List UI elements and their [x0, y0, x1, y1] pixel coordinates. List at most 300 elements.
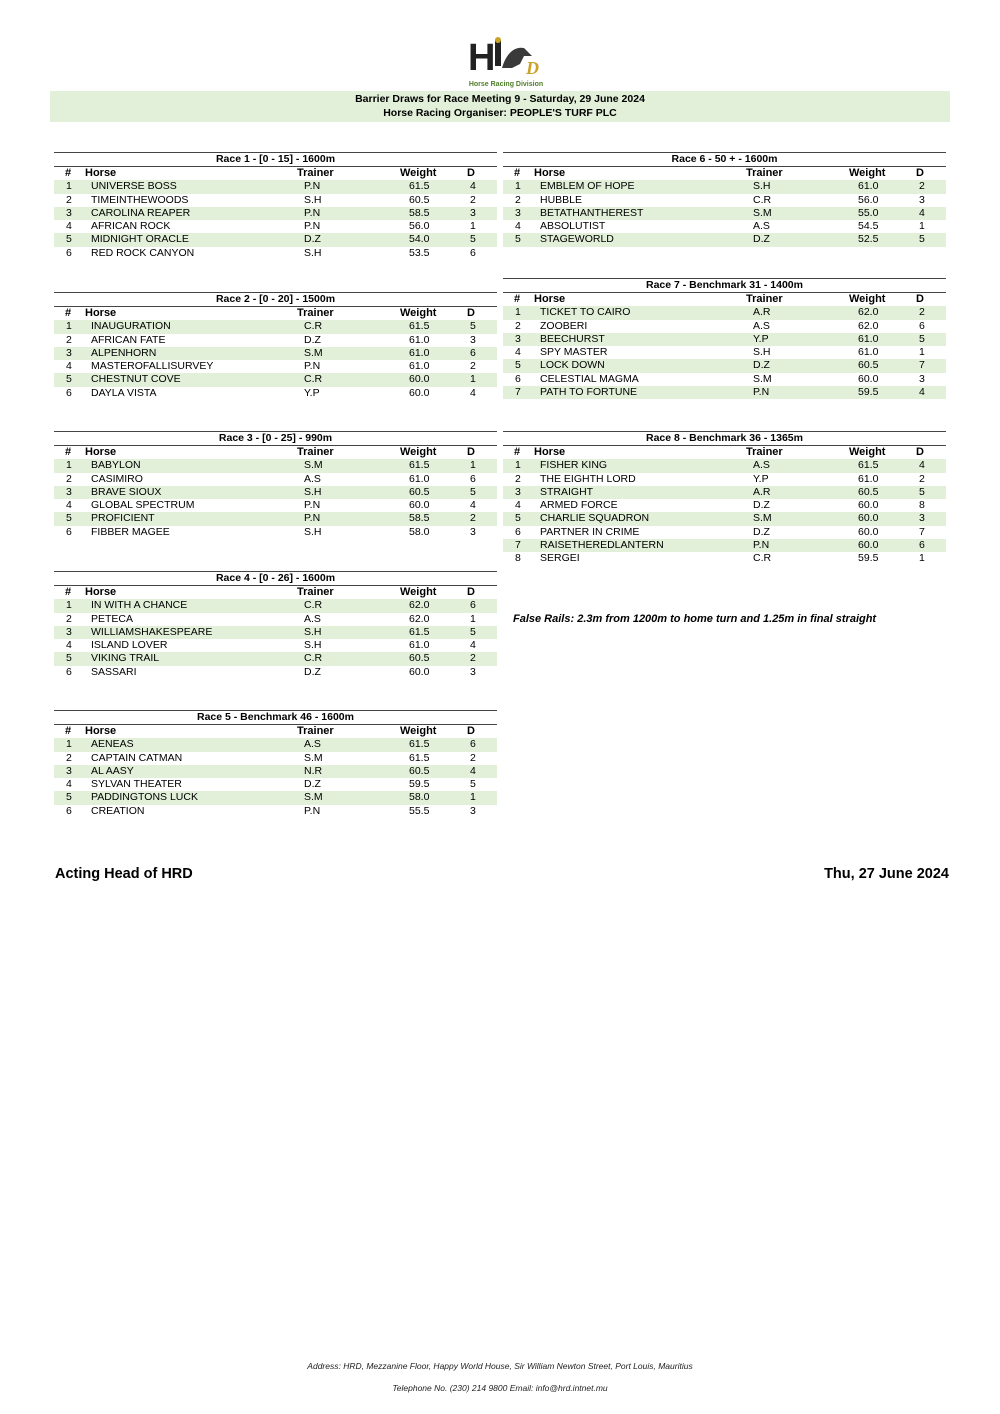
horse-name: BABYLON: [91, 459, 141, 472]
runner-number: 4: [66, 220, 72, 233]
trainer-code: S.M: [304, 346, 323, 359]
table-row: [54, 805, 497, 818]
table-row: [503, 207, 946, 220]
runner-number: 1: [515, 180, 521, 193]
trainer-code: S.H: [304, 625, 322, 638]
barrier-draw: 6: [470, 246, 476, 259]
carried-weight: 61.0: [409, 639, 430, 652]
column-draw-header: D: [467, 307, 475, 319]
barrier-draw: 4: [470, 764, 476, 777]
trainer-code: S.M: [753, 512, 772, 525]
barrier-draw: 6: [919, 319, 925, 332]
table-row: [54, 666, 497, 679]
table-row: [54, 738, 497, 751]
table-row: [54, 459, 497, 472]
race-title: Race 2 - [0 - 20] - 1500m: [54, 292, 497, 307]
horse-name: PARTNER IN CRIME: [540, 525, 640, 538]
column-draw-header: D: [467, 586, 475, 598]
horse-name: IN WITH A CHANCE: [91, 599, 188, 612]
column-trainer-header: Trainer: [746, 167, 783, 179]
carried-weight: 60.0: [409, 665, 430, 678]
runner-number: 2: [66, 612, 72, 625]
table-row: [503, 459, 946, 472]
trainer-code: Y.P: [304, 386, 320, 399]
carried-weight: 58.0: [409, 525, 430, 538]
horse-name: THE EIGHTH LORD: [540, 472, 636, 485]
trainer-code: A.R: [753, 485, 771, 498]
race-title: Race 8 - Benchmark 36 - 1365m: [503, 431, 946, 446]
column-num-header: #: [514, 167, 521, 179]
column-trainer-header: Trainer: [297, 167, 334, 179]
horse-name: CHARLIE SQUADRON: [540, 512, 650, 525]
trainer-code: S.M: [304, 459, 323, 472]
trainer-code: P.N: [304, 220, 321, 233]
trainer-code: P.N: [304, 180, 321, 193]
barrier-draw: 1: [470, 459, 476, 472]
carried-weight: 61.0: [858, 472, 879, 485]
barrier-draw: 6: [470, 472, 476, 485]
trainer-code: P.N: [304, 804, 321, 817]
barrier-draw: 3: [470, 804, 476, 817]
barrier-draw: 4: [919, 206, 925, 219]
runner-number: 1: [66, 320, 72, 333]
column-trainer-header: Trainer: [297, 446, 334, 458]
trainer-code: C.R: [753, 193, 772, 206]
table-row: [54, 639, 497, 652]
column-draw-header: D: [467, 167, 475, 179]
barrier-draw: 4: [470, 180, 476, 193]
column-horse-header: Horse: [85, 167, 117, 179]
logo-caption: Horse Racing Division: [468, 81, 544, 88]
trainer-code: P.N: [304, 499, 321, 512]
column-horse-header: Horse: [85, 307, 117, 319]
carried-weight: 54.0: [409, 233, 430, 246]
runner-number: 5: [66, 512, 72, 525]
race-title: Race 3 - [0 - 25] - 990m: [54, 431, 497, 446]
runner-number: 5: [515, 233, 521, 246]
header-banner: [50, 91, 950, 122]
carried-weight: 61.0: [858, 332, 879, 345]
runner-number: 2: [66, 193, 72, 206]
table-row: [54, 387, 497, 400]
table-row: [54, 778, 497, 791]
race-title: Race 4 - [0 - 26] - 1600m: [54, 571, 497, 586]
horse-name: STRAIGHT: [540, 485, 594, 498]
horse-name: TICKET TO CAIRO: [540, 306, 631, 319]
trainer-code: P.N: [753, 539, 770, 552]
table-header: [54, 167, 497, 180]
horse-name: ISLAND LOVER: [91, 639, 168, 652]
column-num-header: #: [514, 293, 521, 305]
horse-name: RAISETHEREDLANTERN: [540, 539, 664, 552]
carried-weight: 61.5: [409, 751, 430, 764]
horse-name: SASSARI: [91, 665, 137, 678]
column-trainer-header: Trainer: [297, 586, 334, 598]
barrier-draw: 3: [470, 333, 476, 346]
runner-number: 7: [515, 539, 521, 552]
column-trainer-header: Trainer: [746, 293, 783, 305]
horse-name: ALPENHORN: [91, 346, 157, 359]
carried-weight: 61.0: [858, 180, 879, 193]
horse-name: HUBBLE: [540, 193, 583, 206]
trainer-code: S.M: [304, 751, 323, 764]
horse-name: CHESTNUT COVE: [91, 373, 181, 386]
table-row: [54, 194, 497, 207]
carried-weight: 61.5: [409, 180, 430, 193]
runner-number: 6: [66, 386, 72, 399]
table-row: [54, 626, 497, 639]
horse-name: SYLVAN THEATER: [91, 778, 182, 791]
barrier-draw: 5: [470, 320, 476, 333]
table-row: [54, 652, 497, 665]
table-row: [503, 233, 946, 246]
runner-number: 4: [515, 346, 521, 359]
trainer-code: S.M: [304, 791, 323, 804]
carried-weight: 60.5: [858, 485, 879, 498]
horse-name: STAGEWORLD: [540, 233, 614, 246]
carried-weight: 60.5: [409, 485, 430, 498]
trainer-code: S.H: [304, 193, 322, 206]
trainer-code: P.N: [304, 206, 321, 219]
table-header: [54, 307, 497, 320]
trainer-code: D.Z: [753, 499, 770, 512]
horse-name: BRAVE SIOUX: [91, 485, 162, 498]
barrier-draw: 4: [470, 386, 476, 399]
horse-name: PROFICIENT: [91, 512, 155, 525]
trainer-code: D.Z: [304, 778, 321, 791]
barrier-draw: 6: [470, 738, 476, 751]
trainer-code: Y.P: [753, 332, 769, 345]
barrier-draw: 3: [919, 512, 925, 525]
barrier-draw: 3: [470, 665, 476, 678]
runner-number: 3: [66, 346, 72, 359]
horse-name: EMBLEM OF HOPE: [540, 180, 635, 193]
runner-number: 2: [66, 751, 72, 764]
carried-weight: 62.0: [858, 319, 879, 332]
trainer-code: A.S: [304, 472, 321, 485]
barrier-draw: 2: [470, 512, 476, 525]
horse-name: LOCK DOWN: [540, 359, 605, 372]
table-row: [54, 613, 497, 626]
horse-name: PATH TO FORTUNE: [540, 386, 638, 399]
runner-number: 6: [66, 246, 72, 259]
table-header: [54, 725, 497, 738]
race-title: Race 7 - Benchmark 31 - 1400m: [503, 278, 946, 293]
table-row: [54, 207, 497, 220]
carried-weight: 61.5: [409, 320, 430, 333]
table-row: [503, 373, 946, 386]
carried-weight: 60.0: [858, 539, 879, 552]
table-row: [503, 333, 946, 346]
barrier-draw: 8: [919, 499, 925, 512]
runner-number: 1: [66, 459, 72, 472]
runner-number: 6: [66, 525, 72, 538]
column-num-header: #: [514, 446, 521, 458]
barrier-draw: 1: [919, 346, 925, 359]
barrier-draw: 2: [919, 306, 925, 319]
barrier-draw: 1: [470, 612, 476, 625]
signatory: Acting Head of HRD: [55, 866, 193, 882]
carried-weight: 62.0: [409, 612, 430, 625]
barrier-draw: 3: [470, 525, 476, 538]
table-row: [503, 386, 946, 399]
horse-name: UNIVERSE BOSS: [91, 180, 177, 193]
column-draw-header: D: [916, 293, 924, 305]
horse-name: AL AASY: [91, 764, 134, 777]
table-row: [54, 233, 497, 246]
horse-name: PETECA: [91, 612, 134, 625]
table-row: [54, 486, 497, 499]
horse-name: VIKING TRAIL: [91, 652, 160, 665]
trainer-code: S.H: [304, 485, 322, 498]
table-row: [503, 526, 946, 539]
logo-d: D: [526, 58, 539, 78]
barrier-draw: 2: [470, 193, 476, 206]
race-table-1: [54, 152, 497, 260]
horse-name: PADDINGTONS LUCK: [91, 791, 198, 804]
table-row: [54, 791, 497, 804]
carried-weight: 56.0: [858, 193, 879, 206]
horse-name: MIDNIGHT ORACLE: [91, 233, 189, 246]
table-row: [54, 526, 497, 539]
carried-weight: 52.5: [858, 233, 879, 246]
barrier-draw: 5: [470, 625, 476, 638]
carried-weight: 59.5: [858, 386, 879, 399]
table-row: [54, 360, 497, 373]
trainer-code: P.N: [753, 386, 770, 399]
table-row: [54, 347, 497, 360]
horse-name: BEECHURST: [540, 332, 605, 345]
trainer-code: S.H: [753, 346, 771, 359]
runner-number: 2: [515, 319, 521, 332]
table-row: [503, 512, 946, 525]
carried-weight: 55.5: [409, 804, 430, 817]
carried-weight: 60.0: [409, 386, 430, 399]
horse-name: WILLIAMSHAKESPEARE: [91, 625, 213, 638]
horse-name: AFRICAN FATE: [91, 333, 166, 346]
column-horse-header: Horse: [534, 167, 566, 179]
page-title: Barrier Draws for Race Meeting 9 - Saturday, 29 June 2024: [355, 93, 645, 105]
carried-weight: 62.0: [409, 599, 430, 612]
barrier-draw: 5: [470, 233, 476, 246]
carried-weight: 61.0: [858, 346, 879, 359]
carried-weight: 61.0: [409, 333, 430, 346]
carried-weight: 53.5: [409, 246, 430, 259]
trainer-code: Y.P: [753, 472, 769, 485]
trainer-code: S.H: [753, 180, 771, 193]
barrier-draw: 2: [470, 360, 476, 373]
table-row: [503, 306, 946, 319]
column-num-header: #: [65, 725, 72, 737]
runner-number: 5: [66, 791, 72, 804]
barrier-draw: 1: [919, 220, 925, 233]
trainer-code: A.S: [753, 459, 770, 472]
barrier-draw: 2: [919, 472, 925, 485]
column-draw-header: D: [916, 167, 924, 179]
trainer-code: S.M: [753, 372, 772, 385]
runner-number: 1: [515, 306, 521, 319]
column-weight-header: Weight: [400, 167, 437, 179]
carried-weight: 58.5: [409, 206, 430, 219]
carried-weight: 60.0: [858, 499, 879, 512]
table-row: [54, 599, 497, 612]
carried-weight: 61.0: [409, 360, 430, 373]
runner-number: 5: [66, 652, 72, 665]
table-row: [503, 499, 946, 512]
horse-name: AENEAS: [91, 738, 134, 751]
runner-number: 7: [515, 386, 521, 399]
table-row: [54, 473, 497, 486]
barrier-draw: 1: [470, 220, 476, 233]
carried-weight: 60.5: [409, 764, 430, 777]
carried-weight: 60.0: [858, 512, 879, 525]
table-header: [503, 446, 946, 459]
carried-weight: 62.0: [858, 306, 879, 319]
carried-weight: 55.0: [858, 206, 879, 219]
column-trainer-header: Trainer: [297, 725, 334, 737]
runner-number: 2: [66, 472, 72, 485]
table-header: [503, 167, 946, 180]
table-row: [54, 247, 497, 260]
trainer-code: C.R: [304, 652, 323, 665]
horse-name: CAROLINA REAPER: [91, 206, 191, 219]
race-table-2: [54, 292, 497, 400]
table-row: [54, 220, 497, 233]
horse-name: SERGEI: [540, 552, 580, 565]
horse-name: CELESTIAL MAGMA: [540, 372, 639, 385]
runner-number: 6: [66, 665, 72, 678]
table-row: [54, 499, 497, 512]
barrier-draw: 4: [919, 459, 925, 472]
runner-number: 5: [515, 359, 521, 372]
barrier-draw: 2: [919, 180, 925, 193]
runner-number: 6: [515, 525, 521, 538]
runner-number: 1: [515, 459, 521, 472]
trainer-code: C.R: [753, 552, 772, 565]
carried-weight: 56.0: [409, 220, 430, 233]
runner-number: 5: [515, 512, 521, 525]
horse-name: CASIMIRO: [91, 472, 143, 485]
horse-name: CAPTAIN CATMAN: [91, 751, 183, 764]
column-weight-header: Weight: [400, 725, 437, 737]
barrier-draw: 5: [919, 485, 925, 498]
column-weight-header: Weight: [400, 307, 437, 319]
barrier-draw: 1: [470, 373, 476, 386]
table-row: [54, 752, 497, 765]
carried-weight: 60.5: [858, 359, 879, 372]
carried-weight: 61.5: [409, 625, 430, 638]
barrier-draw: 7: [919, 359, 925, 372]
runner-number: 1: [66, 738, 72, 751]
table-header: [54, 446, 497, 459]
runner-number: 3: [515, 332, 521, 345]
barrier-draw: 5: [470, 485, 476, 498]
barrier-draw: 1: [919, 552, 925, 565]
trainer-code: A.S: [304, 738, 321, 751]
table-row: [503, 473, 946, 486]
runner-number: 4: [515, 499, 521, 512]
column-num-header: #: [65, 586, 72, 598]
column-num-header: #: [65, 446, 72, 458]
runner-number: 6: [515, 372, 521, 385]
trainer-code: D.Z: [304, 333, 321, 346]
column-horse-header: Horse: [85, 446, 117, 458]
table-row: [54, 320, 497, 333]
horse-name: GLOBAL SPECTRUM: [91, 499, 195, 512]
barrier-draw: 6: [919, 539, 925, 552]
runner-number: 4: [66, 360, 72, 373]
carried-weight: 59.5: [409, 778, 430, 791]
trainer-code: S.H: [304, 525, 322, 538]
trainer-code: P.N: [304, 512, 321, 525]
barrier-draw: 5: [470, 778, 476, 791]
barrier-draw: 7: [919, 525, 925, 538]
carried-weight: 59.5: [858, 552, 879, 565]
race-table-8: [503, 431, 946, 566]
trainer-code: A.R: [753, 306, 771, 319]
trainer-code: D.Z: [753, 233, 770, 246]
hrd-logo: [462, 34, 550, 88]
column-draw-header: D: [467, 725, 475, 737]
runner-number: 2: [66, 333, 72, 346]
horse-name: CREATION: [91, 804, 145, 817]
horse-name: ARMED FORCE: [540, 499, 618, 512]
table-header: [503, 293, 946, 306]
column-weight-header: Weight: [849, 167, 886, 179]
barrier-draw: 2: [470, 751, 476, 764]
column-weight-header: Weight: [849, 446, 886, 458]
carried-weight: 60.5: [409, 193, 430, 206]
horse-name: FISHER KING: [540, 459, 608, 472]
runner-number: 3: [66, 206, 72, 219]
race-title: Race 5 - Benchmark 46 - 1600m: [54, 710, 497, 725]
carried-weight: 60.5: [409, 652, 430, 665]
horse-name: RED ROCK CANYON: [91, 246, 195, 259]
race-table-3: [54, 431, 497, 539]
horse-name: INAUGURATION: [91, 320, 171, 333]
table-row: [503, 486, 946, 499]
column-weight-header: Weight: [400, 586, 437, 598]
carried-weight: 60.0: [858, 525, 879, 538]
runner-number: 2: [515, 472, 521, 485]
runner-number: 4: [515, 220, 521, 233]
horse-name: FIBBER MAGEE: [91, 525, 170, 538]
runner-number: 8: [515, 552, 521, 565]
carried-weight: 58.0: [409, 791, 430, 804]
footer-address: Address: HRD, Mezzanine Floor, Happy World House, Sir William Newton Street, Port Louis, Mauritius: [307, 1361, 693, 1371]
carried-weight: 58.5: [409, 512, 430, 525]
runner-number: 6: [66, 804, 72, 817]
horse-name: ABSOLUTIST: [540, 220, 606, 233]
barrier-draw: 6: [470, 346, 476, 359]
horse-name: DAYLA VISTA: [91, 386, 157, 399]
column-trainer-header: Trainer: [746, 446, 783, 458]
column-horse-header: Horse: [85, 725, 117, 737]
horse-name: AFRICAN ROCK: [91, 220, 171, 233]
trainer-code: A.S: [304, 612, 321, 625]
table-row: [54, 512, 497, 525]
barrier-draw: 3: [919, 193, 925, 206]
runner-number: 4: [66, 499, 72, 512]
carried-weight: 61.5: [858, 459, 879, 472]
trainer-code: D.Z: [304, 665, 321, 678]
trainer-code: D.Z: [753, 359, 770, 372]
table-row: [54, 765, 497, 778]
trainer-code: D.Z: [753, 525, 770, 538]
barrier-draw: 4: [919, 386, 925, 399]
runner-number: 1: [66, 180, 72, 193]
carried-weight: 61.0: [409, 472, 430, 485]
